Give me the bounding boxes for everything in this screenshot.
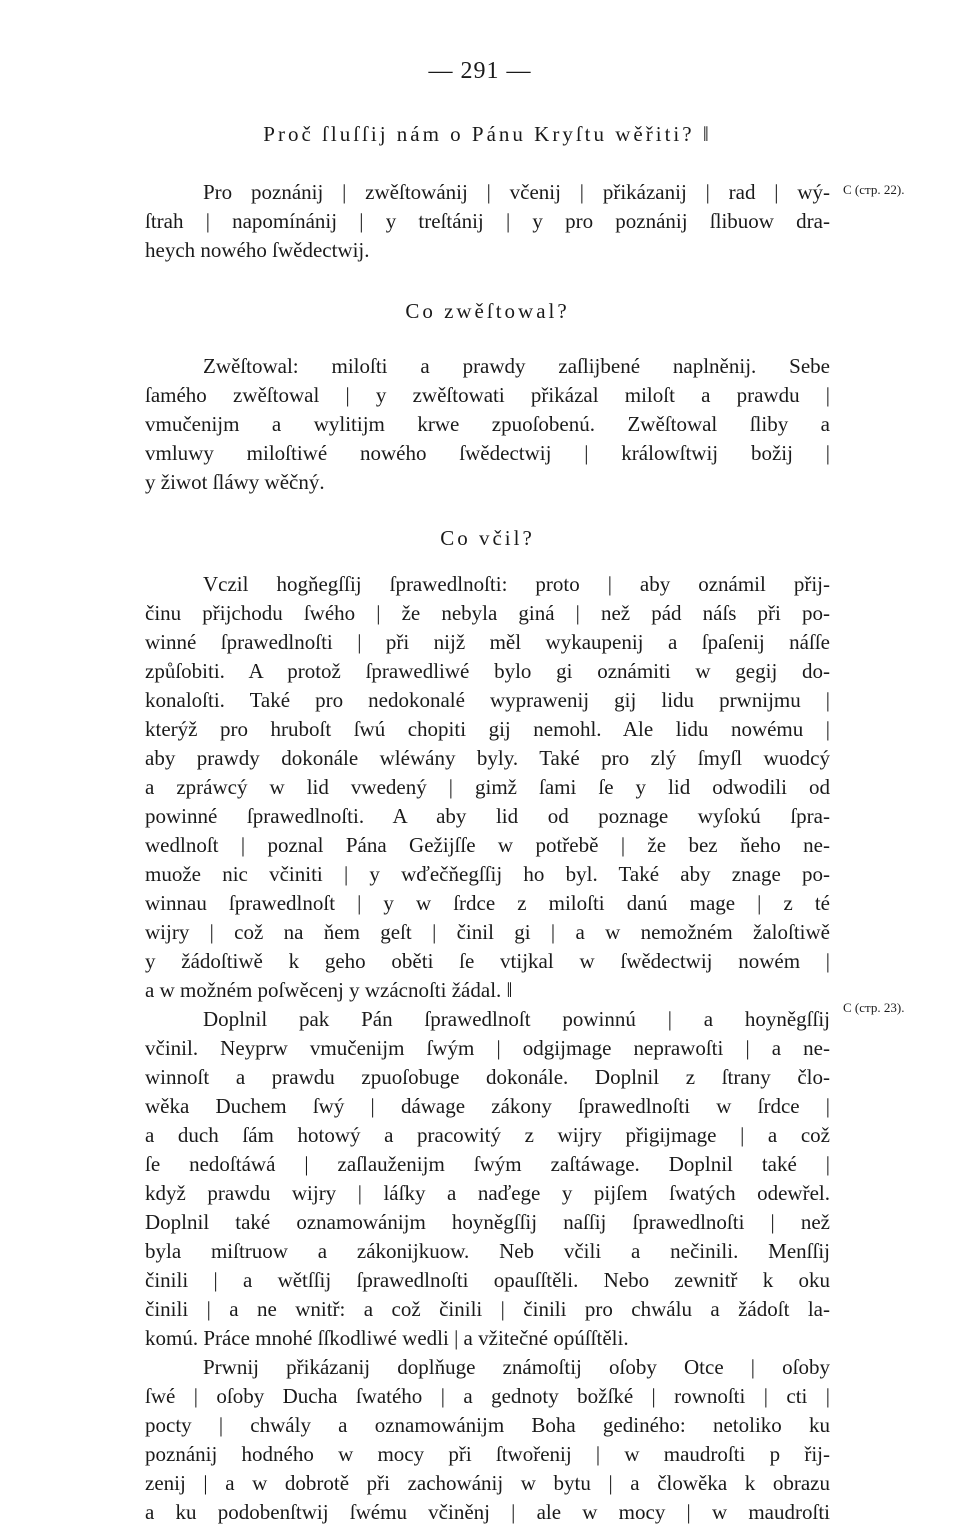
text-line: Zwěſtowal: miloſti a prawdy zaſlijbené naplněnij. Sebe (203, 354, 830, 378)
text-line: winné ſprawedlnoſti | při nijž měl wykaupenij a ſpaſenij náſſe (145, 630, 830, 654)
text-line: heych nowého ſwědectwij. (145, 238, 370, 262)
text-line: wedlnoſt | poznal Pána Gežijſſe w potřebě | že bez ňeho ne- (145, 833, 830, 857)
text-line: když prawdu wijry | láſky a naďege y pijſem ſwatých odewřel. (145, 1181, 830, 1205)
page-number: — 291 — (428, 58, 532, 84)
text-line: Vczil hogňegſſij ſprawedlnoſti: proto | aby oznámil přij- (203, 572, 830, 596)
text-line: a duch ſám hotowý a pracowitý z wijry přigijmage | a což (145, 1123, 830, 1147)
text-line: ſwé | oſoby Ducha ſwatého | a gednoty božſké | rownoſti | cti | (145, 1384, 830, 1408)
text-line: winnau ſprawedlnoſt | y w ſrdce z miloſti danú mage | z té (145, 891, 830, 915)
text-line: činu přijchodu ſwého | že nebyla giná | než pád náſs při po- (145, 601, 830, 625)
text-line: zenij | a w dobrotě při zachowánij w bytu | a člowěka k obrazu (145, 1471, 830, 1495)
margin-note-2: C (стр. 23). (843, 1000, 905, 1015)
text-line: powinné ſprawedlnoſti. A aby lid od poznage wyſokú ſpra- (145, 804, 830, 828)
section-heading: Co zwěſtowal? (405, 299, 570, 323)
paragraph-5 (145, 1353, 830, 1527)
section-heading: Co včil? (440, 526, 535, 550)
paragraph-4 (145, 1005, 830, 1353)
text-line: y žádoſtiwě k geho oběti ſe vtijkal w ſwědectwij nowém | (145, 949, 830, 973)
text-line: y žiwot ſláwy wěčný. (145, 470, 325, 494)
text-line: způſobiti. A protož ſprawedliwé bylo gi oznámiti w gegij do- (145, 659, 830, 683)
text-line: Pro poznánij | zwěſtowánij | včenij | přikázanij | rad | wý- (203, 180, 830, 204)
text-line: ſamého zwěſtowal | y zwěſtowati přikázal miloſt a prawdu | (145, 383, 830, 407)
title-block (145, 120, 830, 149)
heading-2-block (145, 297, 830, 326)
text-line: aby prawdy dokonále wléwány byly. Také pro zlý ſmyſl wuodcý (145, 746, 830, 770)
text-line: wěka Duchem ſwý | dáwage zákony ſprawedlnoſti w ſrdce | (145, 1094, 830, 1118)
text-line: Doplnil pak Pán ſprawedlnoſt powinnú | a hoyněgſſij (203, 1007, 830, 1031)
text-line: vmučenijm a wylitijm krwe zpuoſobenú. Zwěſtowal ſliby a (145, 412, 830, 436)
margin-note-1: C (стр. 22). (843, 182, 905, 197)
text-line: kterýž pro hruboſt ſwú chopiti gij nemohl. Ale lidu nowému | (145, 717, 830, 741)
page-title: Proč ſluſſij nám o Pánu Kryſtu wěřiti? ‖ (263, 122, 712, 146)
paragraph-3 (145, 570, 830, 1005)
text-line: muože nic včiniti | y wďečňegſſij ho byl. Také aby znage po- (145, 862, 830, 886)
text-line: konaloſti. Také pro nedokonalé wyprawenij gij lidu prwnijmu | (145, 688, 830, 712)
text-line: včinil. Neyprw vmučenijm ſwým | odgijmage neprawoſti | a ne- (145, 1036, 830, 1060)
text-line: a ku podobenſtwij ſwému včiněnj | ale w mocy | w maudroſti (145, 1500, 830, 1524)
text-line: Doplnil také oznamowánijm hoyněgſſij naſſij ſprawedlnoſti | než (145, 1210, 830, 1234)
text-line: winnoſt a prawdu zpuoſobuge dokonále. Doplnil z ſtrany člo- (145, 1065, 830, 1089)
text-line: pocty | chwály a oznamowánijm Boha gediného: netoliko ku (145, 1413, 830, 1437)
text-line: a w možném poſwěcenj y wzácnoſti žádal. ‖ (145, 978, 513, 1002)
text-line: poznánij hodného w mocy při ſtwořenij | w maudroſti p řij- (145, 1442, 830, 1466)
text-line: byla miſtruow a zákonijkuow. Neb včili a nečinili. Menſſij (145, 1239, 830, 1263)
paragraph-2 (145, 352, 830, 497)
text-line: komú. Práce mnohé ſſkodliwé wedli | a vžitečné opúſſtěli. (145, 1326, 629, 1350)
text-line: vmluwy miloſtiwé nowého ſwědectwij | králowſtwij božij | (145, 441, 830, 465)
text-line: ſtrah | napomínánij | y treſtánij | y pro poznánij ſlibuow dra- (145, 209, 830, 233)
text-line: wijry | což na ňem geſt | činil gi | a w nemožném žaloſtiwě (145, 920, 830, 944)
text-line: a zpráwcý w lid vwedený | gimž ſami ſe y lid odwodili od (145, 775, 830, 799)
text-line: činili | a wětſſij ſprawedlnoſti opauſſtěli. Nebo zewnitř k oku (145, 1268, 830, 1292)
text-line: ſe nedoſtáwá | zaſlauženijm ſwým zaſtáwage. Doplnil také | (145, 1152, 830, 1176)
text-line: Prwnij přikázanij doplňuge známoſtij oſoby Otce | oſoby (203, 1355, 830, 1379)
paragraph-1 (145, 178, 830, 265)
heading-3-block (145, 524, 830, 553)
text-line: činili | a ne wnitř: a což činili | činili pro chwálu a žádoſt la- (145, 1297, 830, 1321)
